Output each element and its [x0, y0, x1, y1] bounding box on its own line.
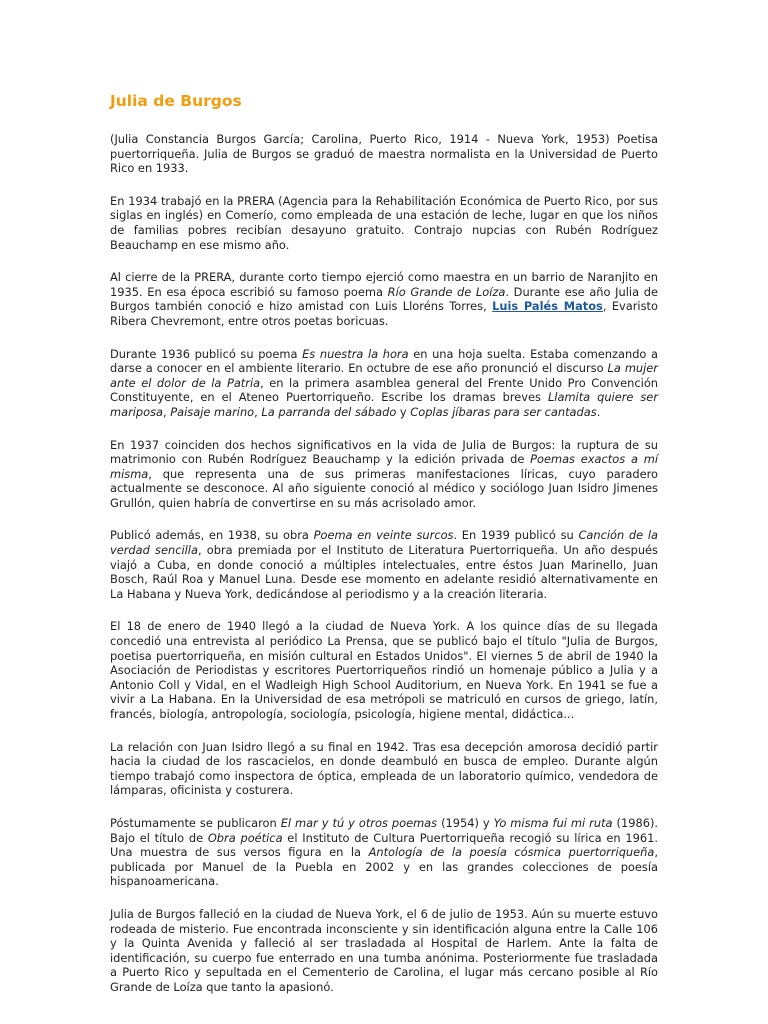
paragraph-1938 [110, 528, 658, 601]
work-title: Poema en veinte surcos [313, 528, 454, 543]
text-run: , [254, 404, 262, 419]
text-run: Al cierre de la PRERA, durante corto tiempo ejerció como maestra en un barrio de Naranjito en 1935. En esa época escribió su famoso poema [110, 270, 658, 299]
text-run: , publicada por Manuel de la Puebla en 2002 y en las grandes colecciones de poesía hispanoamericana. [110, 845, 658, 889]
paragraph-1936 [110, 347, 658, 420]
paragraph-naranjito [110, 270, 658, 328]
work-title: Canción de la verdad sencilla [110, 528, 658, 558]
text-run: Julia de Burgos falleció en la ciudad de Nueva York, el 6 de julio de 1953. Aún su muerte estuvo rodeada de misterio. Fue encontrada inconsciente y sin identificación alguna entre la Calle 106 y la Quinta Avenida y falleció al ser trasladada al Hospital de Harlem. Ante la falta de identificación, su cuerpo fue enterrado en una tumba anónima. Posteriormente fue trasladada a Puerto Rico y sepultada en el Cementerio de Carolina, el lugar más cercano posible al Río Grande de Loíza que tanto la apasionó. [110, 906, 658, 994]
work-title: Poemas exactos a mí misma [110, 452, 658, 481]
text-run: En 1937 coinciden dos hechos significativos en la vida de Julia de Burgos: la ruptura de su matrimonio con Rubén Rodríguez Beauchamp y la edición privada de [110, 437, 658, 467]
paragraph-1942 [110, 740, 658, 798]
text-run: . Durante ese año Julia de Burgos también conoció e hizo amistad con Luis Lloréns Torres, [110, 284, 658, 314]
paragraph-1937 [110, 438, 658, 511]
text-run: el Instituto de Cultura Puertorriqueña recogió su lírica en 1961. Una muestra de sus versos figura en la [110, 830, 658, 860]
author-link[interactable]: Luis Palés Matos [492, 299, 603, 314]
text-run: Póstumamente se publicaron [110, 815, 281, 830]
paragraph-intro [110, 132, 658, 176]
article-body [110, 132, 658, 995]
text-run: (1954) y [437, 815, 494, 830]
work-title: Río Grande de Loíza [387, 284, 506, 299]
text-run: , en la primera asamblea general del Frente Unido Pro Convención Constituyente, en el Ateneo Puertorriqueño. Escribe los dramas breves [110, 375, 659, 405]
work-title: La mujer ante el dolor de la Patria [110, 361, 658, 390]
work-title: Llamita quiere ser mariposa [110, 390, 659, 419]
work-title: Yo misma fui mi ruta [493, 815, 613, 830]
text-run: (Julia Constancia Burgos García; Carolina, Puerto Rico, 1914 - Nueva York, 1953) Poetisa puertorriqueña. Julia de Burgos se graduó de maestra normalista en la Universidad de Puerto Rico en 1933. [110, 132, 658, 176]
article-title: Julia de Burgos [110, 92, 242, 110]
work-title: La parranda del sábado [261, 404, 397, 419]
text-run: (1986). Bajo el título de [110, 815, 659, 845]
text-run: , obra premiada por el Instituto de Literatura Puertorriqueña. Un año después viajó a Cuba, en donde conoció a múltiples intelectuales, entre éstos Juan Marinello, Juan Bosch, Raúl Roa y Manuel Luna. Desde ese momento en adelante residió alternativamente en La Habana y Nueva York, dedicándose al periodismo y a la creación literaria. [110, 543, 658, 601]
text-run: . [596, 404, 601, 419]
text-run: , que representa una de sus primeras manifestaciones líricas, cuyo paradero actualmente se desconoce. Al año siguiente conoció al médico y sociólogo Juan Isidro Jimenes Grullón, quien habría de convertirse en su más acrisolado amor. [110, 466, 658, 510]
paragraph-prera [110, 194, 658, 252]
paragraph-postumas [110, 816, 658, 889]
work-title: Obra poética [207, 830, 283, 845]
work-title: Paisaje marino [170, 404, 255, 419]
text-run: La relación con Juan Isidro llegó a su final en 1942. Tras esa decepción amorosa decidió partir hacia la ciudad de los rascacielos, en donde deambuló en busca de empleo. Durante algún tiempo trabajó como inspectora de óptica, empleada de un laboratorio químico, vendedora de lámparas, oficinista y costurera. [110, 739, 658, 798]
article [110, 92, 658, 1013]
text-run: y [396, 404, 411, 419]
text-run: El 18 de enero de 1940 llegó a la ciudad de Nueva York. A los quince días de su llegada concedió una entrevista al periódico La Prensa, que se publicó bajo el título "Julia de Burgos, poetisa puertorriqueña, en misión cultural en Estados Unidos". El viernes 5 de abril de 1940 la Asociación de Periodistas y escritores Puertorriqueños rindió un homenaje público a Julia y a Antonio Coll y Vidal, en el Wadleigh High School Auditorium, en Nueva York. En 1941 se fue a vivir a La Habana. En la Universidad de esa metrópoli se matriculó en cursos de griego, latín, francés, biología, antropología, sociología, psicología, higiene mental, didáctica... [110, 619, 658, 721]
text-run: , [163, 404, 171, 419]
text-run: , Evaristo Ribera Chevremont, entre otros poetas boricuas. [110, 299, 658, 328]
text-run: En 1934 trabajó en la PRERA (Agencia para la Rehabilitación Económica de Puerto Rico, por sus siglas en inglés) en Comerío, como empleada de una estación de leche, lugar en que los niños de familias pobres recibían desayuno gratuito. Contrajo nupcias con Rubén Rodríguez Beauchamp en ese mismo año. [110, 193, 658, 252]
work-title: Es nuestra la hora [302, 346, 409, 361]
work-title: Antología de la poesía cósmica puertorriqueña [368, 845, 655, 860]
text-run: Durante 1936 publicó su poema [110, 346, 303, 361]
paragraph-muerte [110, 907, 658, 995]
work-title: Coplas jíbaras para ser cantadas [410, 404, 597, 419]
paragraph-1940 [110, 619, 658, 721]
text-run: en una hoja suelta. Estaba comenzando a darse a conocer en el ambiente literario. En octubre de ese año pronunció el discurso [110, 346, 658, 376]
text-run: . En 1939 publicó su [453, 528, 579, 543]
text-run: Publicó además, en 1938, su obra [110, 528, 314, 543]
work-title: El mar y tú y otros poemas [280, 815, 438, 830]
